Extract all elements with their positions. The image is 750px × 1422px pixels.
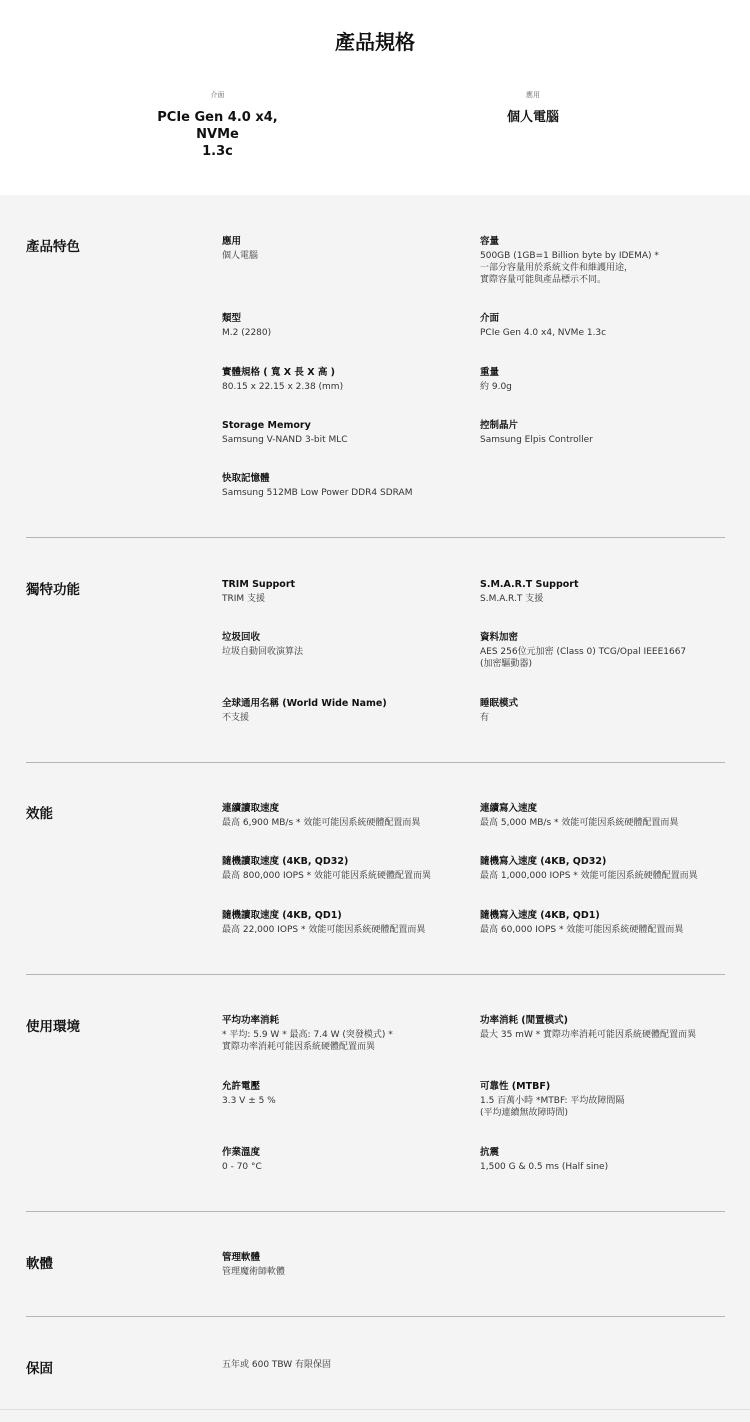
spec-value: 有 bbox=[480, 713, 490, 723]
spec-value: 最高 22,000 IOPS * 效能可能因系統硬體配置而異 bbox=[222, 925, 426, 935]
spec-title: 重量 bbox=[480, 367, 500, 378]
spec-header bbox=[0, 0, 750, 195]
spec-title: 快取記憶體 bbox=[222, 473, 270, 484]
spec-title: 連續讀取速度 bbox=[222, 803, 280, 814]
spec-item bbox=[222, 312, 477, 339]
spec-title: 允許電壓 bbox=[222, 1081, 261, 1092]
spec-item bbox=[222, 802, 477, 829]
spec-title: 抗震 bbox=[480, 1147, 500, 1158]
highlight-label: 介面 bbox=[210, 91, 225, 99]
spec-item bbox=[222, 419, 477, 446]
spec-title: 睡眠模式 bbox=[480, 698, 519, 709]
spec-title: 隨機讀取速度 (4KB, QD1) bbox=[222, 910, 342, 921]
spec-item bbox=[480, 312, 735, 339]
spec-item bbox=[480, 1146, 735, 1173]
warranty-text: 五年或 600 TBW 有限保固 bbox=[222, 1360, 332, 1370]
highlight-value: 個人電腦 bbox=[506, 110, 559, 125]
spec-title: 介面 bbox=[480, 313, 500, 324]
spec-title: 隨機讀取速度 (4KB, QD32) bbox=[222, 856, 349, 867]
spec-value: TRIM 支援 bbox=[222, 594, 266, 604]
section-title-features: 產品特色 bbox=[26, 239, 80, 255]
spec-value: 最高 1,000,000 IOPS * 效能可能因系統硬體配置而異 bbox=[480, 871, 698, 881]
section-divider bbox=[26, 1316, 725, 1317]
spec-value: Samsung V-NAND 3-bit MLC bbox=[222, 435, 348, 445]
spec-value: 0 - 70 °C bbox=[222, 1162, 262, 1172]
spec-title: 垃圾回收 bbox=[222, 632, 261, 643]
spec-item bbox=[222, 578, 477, 605]
highlight-application bbox=[458, 90, 608, 126]
spec-item bbox=[222, 1146, 477, 1173]
spec-item bbox=[222, 697, 477, 724]
spec-title: 連續寫入速度 bbox=[480, 803, 538, 814]
spec-item bbox=[480, 366, 735, 393]
highlight-value: PCIe Gen 4.0 x4, NVMe 1.3c bbox=[157, 110, 278, 159]
spec-item bbox=[480, 631, 735, 670]
spec-value: 約 9.0g bbox=[480, 382, 512, 392]
spec-value: 管理魔術師軟體 bbox=[222, 1267, 286, 1277]
spec-title: 容量 bbox=[480, 236, 500, 247]
spec-item bbox=[480, 909, 735, 936]
spec-title: 控制晶片 bbox=[480, 420, 519, 431]
highlight-label: 應用 bbox=[526, 91, 540, 99]
spec-item bbox=[222, 1014, 477, 1053]
spec-item bbox=[222, 472, 477, 499]
spec-title: 類型 bbox=[222, 313, 242, 324]
spec-value: 最高 6,900 MB/s * 效能可能因系統硬體配置而異 bbox=[222, 818, 421, 828]
spec-value: * 平均: 5.9 W * 最高: 7.4 W (突發模式) * 實際功率消耗可能因系統硬體配置而異 bbox=[222, 1030, 393, 1052]
section-title-environment: 使用環境 bbox=[26, 1019, 80, 1035]
spec-item bbox=[222, 235, 477, 262]
spec-value: 不支援 bbox=[222, 713, 250, 723]
spec-item bbox=[222, 631, 477, 658]
spec-title: S.M.A.R.T Support bbox=[480, 579, 579, 590]
spec-value: AES 256位元加密 (Class 0) TCG/Opal IEEE1667 (加密驅動器) bbox=[480, 647, 687, 669]
spec-item bbox=[222, 855, 477, 882]
spec-value: 最高 60,000 IOPS * 效能可能因系統硬體配置而異 bbox=[480, 925, 684, 935]
page-title: 產品規格 bbox=[335, 30, 415, 54]
spec-title: 全球通用名稱 (World Wide Name) bbox=[222, 698, 387, 709]
spec-item bbox=[480, 855, 735, 882]
bottom-divider bbox=[0, 1409, 750, 1410]
spec-title: 實體規格 ( 寬 X 長 X 高 ) bbox=[222, 367, 335, 378]
spec-value: 1.5 百萬小時 *MTBF: 平均故障間隔 (平均連續無故障時間) bbox=[480, 1096, 625, 1118]
spec-item bbox=[480, 697, 735, 724]
spec-title: 管理軟體 bbox=[222, 1252, 261, 1263]
spec-value: 垃圾自動回收演算法 bbox=[222, 647, 304, 657]
spec-table bbox=[0, 195, 750, 1422]
spec-value: Samsung 512MB Low Power DDR4 SDRAM bbox=[222, 488, 413, 498]
spec-title: TRIM Support bbox=[222, 579, 296, 590]
spec-value: S.M.A.R.T 支援 bbox=[480, 594, 544, 604]
spec-title: 資料加密 bbox=[480, 632, 519, 643]
spec-value: 80.15 x 22.15 x 2.38 (mm) bbox=[222, 382, 344, 392]
spec-value: 500GB (1GB=1 Billion byte by IDEMA) * 一部分容量用於系統文件和維護用途， 實際容量可能與產品標示不同。 bbox=[480, 251, 659, 285]
section-divider bbox=[26, 762, 725, 763]
spec-item bbox=[222, 366, 477, 393]
highlight-interface bbox=[135, 90, 300, 160]
spec-value: 最高 5,000 MB/s * 效能可能因系統硬體配置而異 bbox=[480, 818, 679, 828]
spec-value: 3.3 V ± 5 % bbox=[222, 1096, 276, 1106]
spec-title: 可靠性 (MTBF) bbox=[480, 1081, 551, 1092]
section-divider bbox=[26, 974, 725, 975]
spec-item bbox=[480, 1080, 735, 1119]
spec-title: 作業溫度 bbox=[222, 1147, 261, 1158]
spec-title: Storage Memory bbox=[222, 420, 311, 431]
section-title-software: 軟體 bbox=[26, 1256, 53, 1272]
spec-item bbox=[480, 419, 735, 446]
section-title-performance: 效能 bbox=[26, 806, 53, 822]
spec-title: 功率消耗 (閒置模式) bbox=[480, 1015, 568, 1026]
section-divider bbox=[26, 1211, 725, 1212]
spec-title: 隨機寫入速度 (4KB, QD1) bbox=[480, 910, 600, 921]
section-title-warranty: 保固 bbox=[26, 1361, 53, 1377]
spec-title: 應用 bbox=[222, 236, 242, 247]
section-title-unique-features: 獨特功能 bbox=[26, 582, 80, 598]
spec-item bbox=[480, 802, 735, 829]
spec-title: 隨機寫入速度 (4KB, QD32) bbox=[480, 856, 607, 867]
spec-item bbox=[222, 1251, 477, 1278]
spec-item bbox=[480, 578, 735, 605]
spec-value: PCIe Gen 4.0 x4, NVMe 1.3c bbox=[480, 328, 607, 338]
spec-value: 最大 35 mW * 實際功率消耗可能因系統硬體配置而異 bbox=[480, 1030, 697, 1040]
spec-item bbox=[222, 909, 477, 936]
section-divider bbox=[26, 537, 725, 538]
spec-value: Samsung Elpis Controller bbox=[480, 435, 593, 445]
spec-value: M.2 (2280) bbox=[222, 328, 272, 338]
spec-item bbox=[480, 235, 735, 286]
spec-item bbox=[480, 1014, 735, 1041]
spec-item bbox=[222, 1080, 477, 1107]
spec-title: 平均功率消耗 bbox=[222, 1015, 280, 1026]
spec-value: 最高 800,000 IOPS * 效能可能因系統硬體配置而異 bbox=[222, 871, 432, 881]
spec-value: 1,500 G & 0.5 ms (Half sine) bbox=[480, 1162, 609, 1172]
spec-value: 個人電腦 bbox=[222, 251, 259, 261]
